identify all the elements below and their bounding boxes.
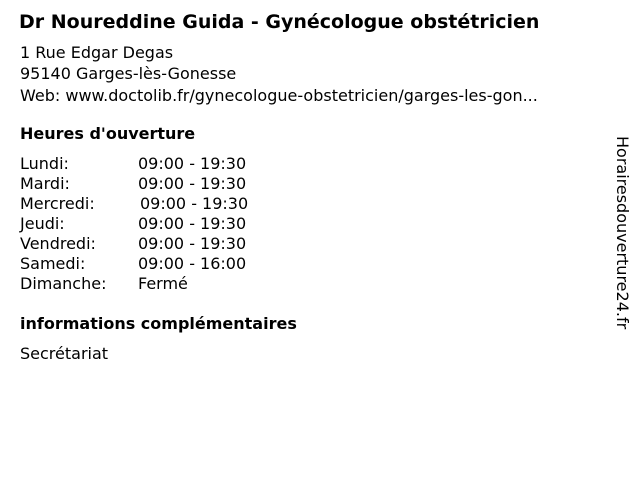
address-city: 95140 Garges-lès-Gonesse [20, 64, 237, 83]
hours-time-value: 09:00 - 16:00 [138, 254, 247, 273]
hours-day-label: Mardi: [20, 174, 70, 193]
site-brand-vertical: Horairesdouverture24.fr [613, 136, 632, 330]
hours-day-label: Dimanche: [20, 274, 107, 293]
hours-day-label: Lundi: [20, 154, 69, 173]
additional-info-heading: informations complémentaires [20, 314, 297, 333]
hours-time-value: 09:00 - 19:30 [138, 174, 247, 193]
hours-day-label: Jeudi: [20, 214, 65, 233]
page-title: Dr Noureddine Guida - Gynécologue obstétricien [19, 11, 540, 33]
hours-time-value: 09:00 - 19:30 [138, 214, 247, 233]
hours-time-value: 09:00 - 19:30 [138, 154, 247, 173]
hours-day-label: Samedi: [20, 254, 86, 273]
hours-day-label: Vendredi: [20, 234, 96, 253]
hours-time-value: Fermé [138, 274, 188, 293]
hours-time-value: 09:00 - 19:30 [140, 194, 249, 213]
address-street: 1 Rue Edgar Degas [20, 43, 174, 62]
hours-day-label: Mercredi: [20, 194, 95, 213]
opening-hours-heading: Heures d'ouverture [20, 124, 196, 143]
additional-info-text: Secrétariat [20, 344, 109, 363]
hours-time-value: 09:00 - 19:30 [138, 234, 247, 253]
website-link[interactable]: Web: www.doctolib.fr/gynecologue-obstetricien/garges-les-gon... [20, 86, 538, 105]
